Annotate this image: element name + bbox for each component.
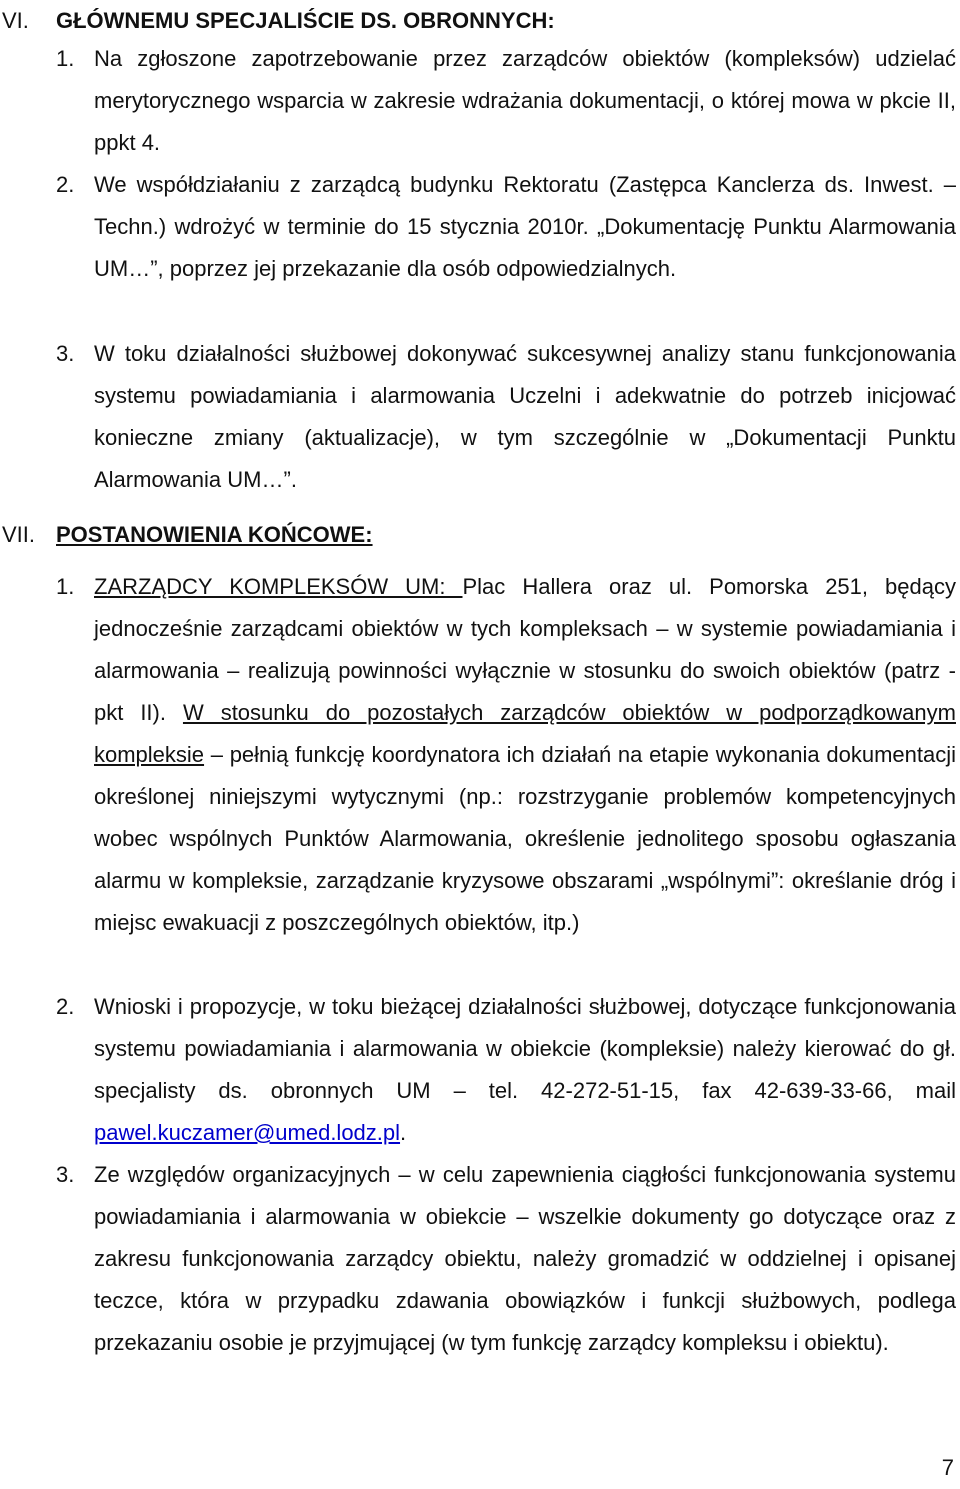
list-item [56,1154,956,1364]
page-number: 7 [941,1455,954,1480]
item-text-part: . [400,1120,407,1145]
item-text: We współdziałaniu z zarządcą budynku Rektoratu (Zastępca Kanclerza ds. Inwest. – Techn.) wdrożyć w terminie do 15 stycznia 2010r. „Dokumentację Punktu Alarmowania UM…”, poprzez jej przekazanie dla osób odpowiedzialnych. [94,172,956,281]
section-title: POSTANOWIENIA KOŃCOWE: [56,522,373,547]
list-item [56,38,956,164]
item-text: W toku działalności służbowej dokonywać sukcesywnej analizy stanu funkcjonowania systemu powiadamiania i alarmowania Uczelni i adekwatnie do potrzeb inicjować konieczne zmiany (aktualizacje), w tym szczególnie w „Dokumentacji Punktu Alarmowania UM…”. [94,341,956,492]
item-text [94,986,956,1154]
list-item [56,986,956,1154]
item-number: 3. [56,341,75,366]
item-text-part: Plac Hallera oraz ul. Pomorska 251, będący jednocześnie zarządcami obiektów w tych kompleksach – w systemie powiadamiania i alarmowania – realizują powinności wyłącznie w stosunku do swoich obiektów (patrz - pkt II). [94,574,956,725]
email-link[interactable]: pawel.kuczamer@umed.lodz.pl [94,1120,401,1145]
item-number: 1. [56,574,75,599]
item-number: 2. [56,172,75,197]
section-title: GŁÓWNEMU SPECJALIŚCIE DS. OBRONNYCH: [56,8,555,33]
list-item [56,333,956,501]
item-text: Na zgłoszone zapotrzebowanie przez zarządców obiektów (kompleksów) udzielać merytorycznego wsparcia w zakresie wdrażania dokumentacji, o której mowa w pkcie II, ppkt 4. [94,46,956,155]
item-number: 2. [56,994,75,1019]
managers-label: ZARZĄDCY KOMPLEKSÓW UM: [94,574,463,599]
item-text [94,566,956,944]
section-heading-vi [2,0,555,42]
list-item [56,566,956,944]
item-text-part: Wnioski i propozycje, w toku bieżącej działalności służbowej, dotyczące funkcjonowania systemu powiadamiania i alarmowania w obiekcie (kompleksie) należy kierować do gł. specjalisty ds. obronnych UM – tel. 42-272-51-15, fax 42-639-33-66, mail [94,994,956,1103]
item-text: Ze względów organizacyjnych – w celu zapewnienia ciągłości funkcjonowania systemu powiadamiania i alarmowania w obiekcie – wszelkie dokumenty go dotyczące oraz z zakresu funkcjonowania zarządcy obiektu, należy gromadzić w oddzielnej i opisanej teczce, która w przypadku zdawania obowiązków i funkcji służbowych, podlega przekazaniu osobie je przyjmującej (w tym funkcję zarządcy kompleksu i obiektu). [94,1162,956,1355]
list-item [56,164,956,290]
section-number: VII. [2,522,36,547]
item-number: 1. [56,46,75,71]
item-number: 3. [56,1162,75,1187]
section-number: VI. [2,8,29,33]
section-heading-vii [2,514,373,556]
item-text-part: – pełnią funkcję koordynatora ich działań na etapie wykonania dokumentacji określonej niniejszymi wytycznymi (np.: rozstrzyganie problemów kompetencyjnych wobec wspólnych Punktów Alarmowania, określenie jednolitego sposobu ogłaszania alarmu w kompleksie, zarządzanie kryzysowe obszarami „wspólnymi”: określanie dróg i miejsc ewakuacji z poszczególnych obiektów, itp.) [94,742,956,935]
underlined-phrase: W stosunku do pozostałych zarządców obiektów w podporządkowanym kompleksie [94,700,956,767]
